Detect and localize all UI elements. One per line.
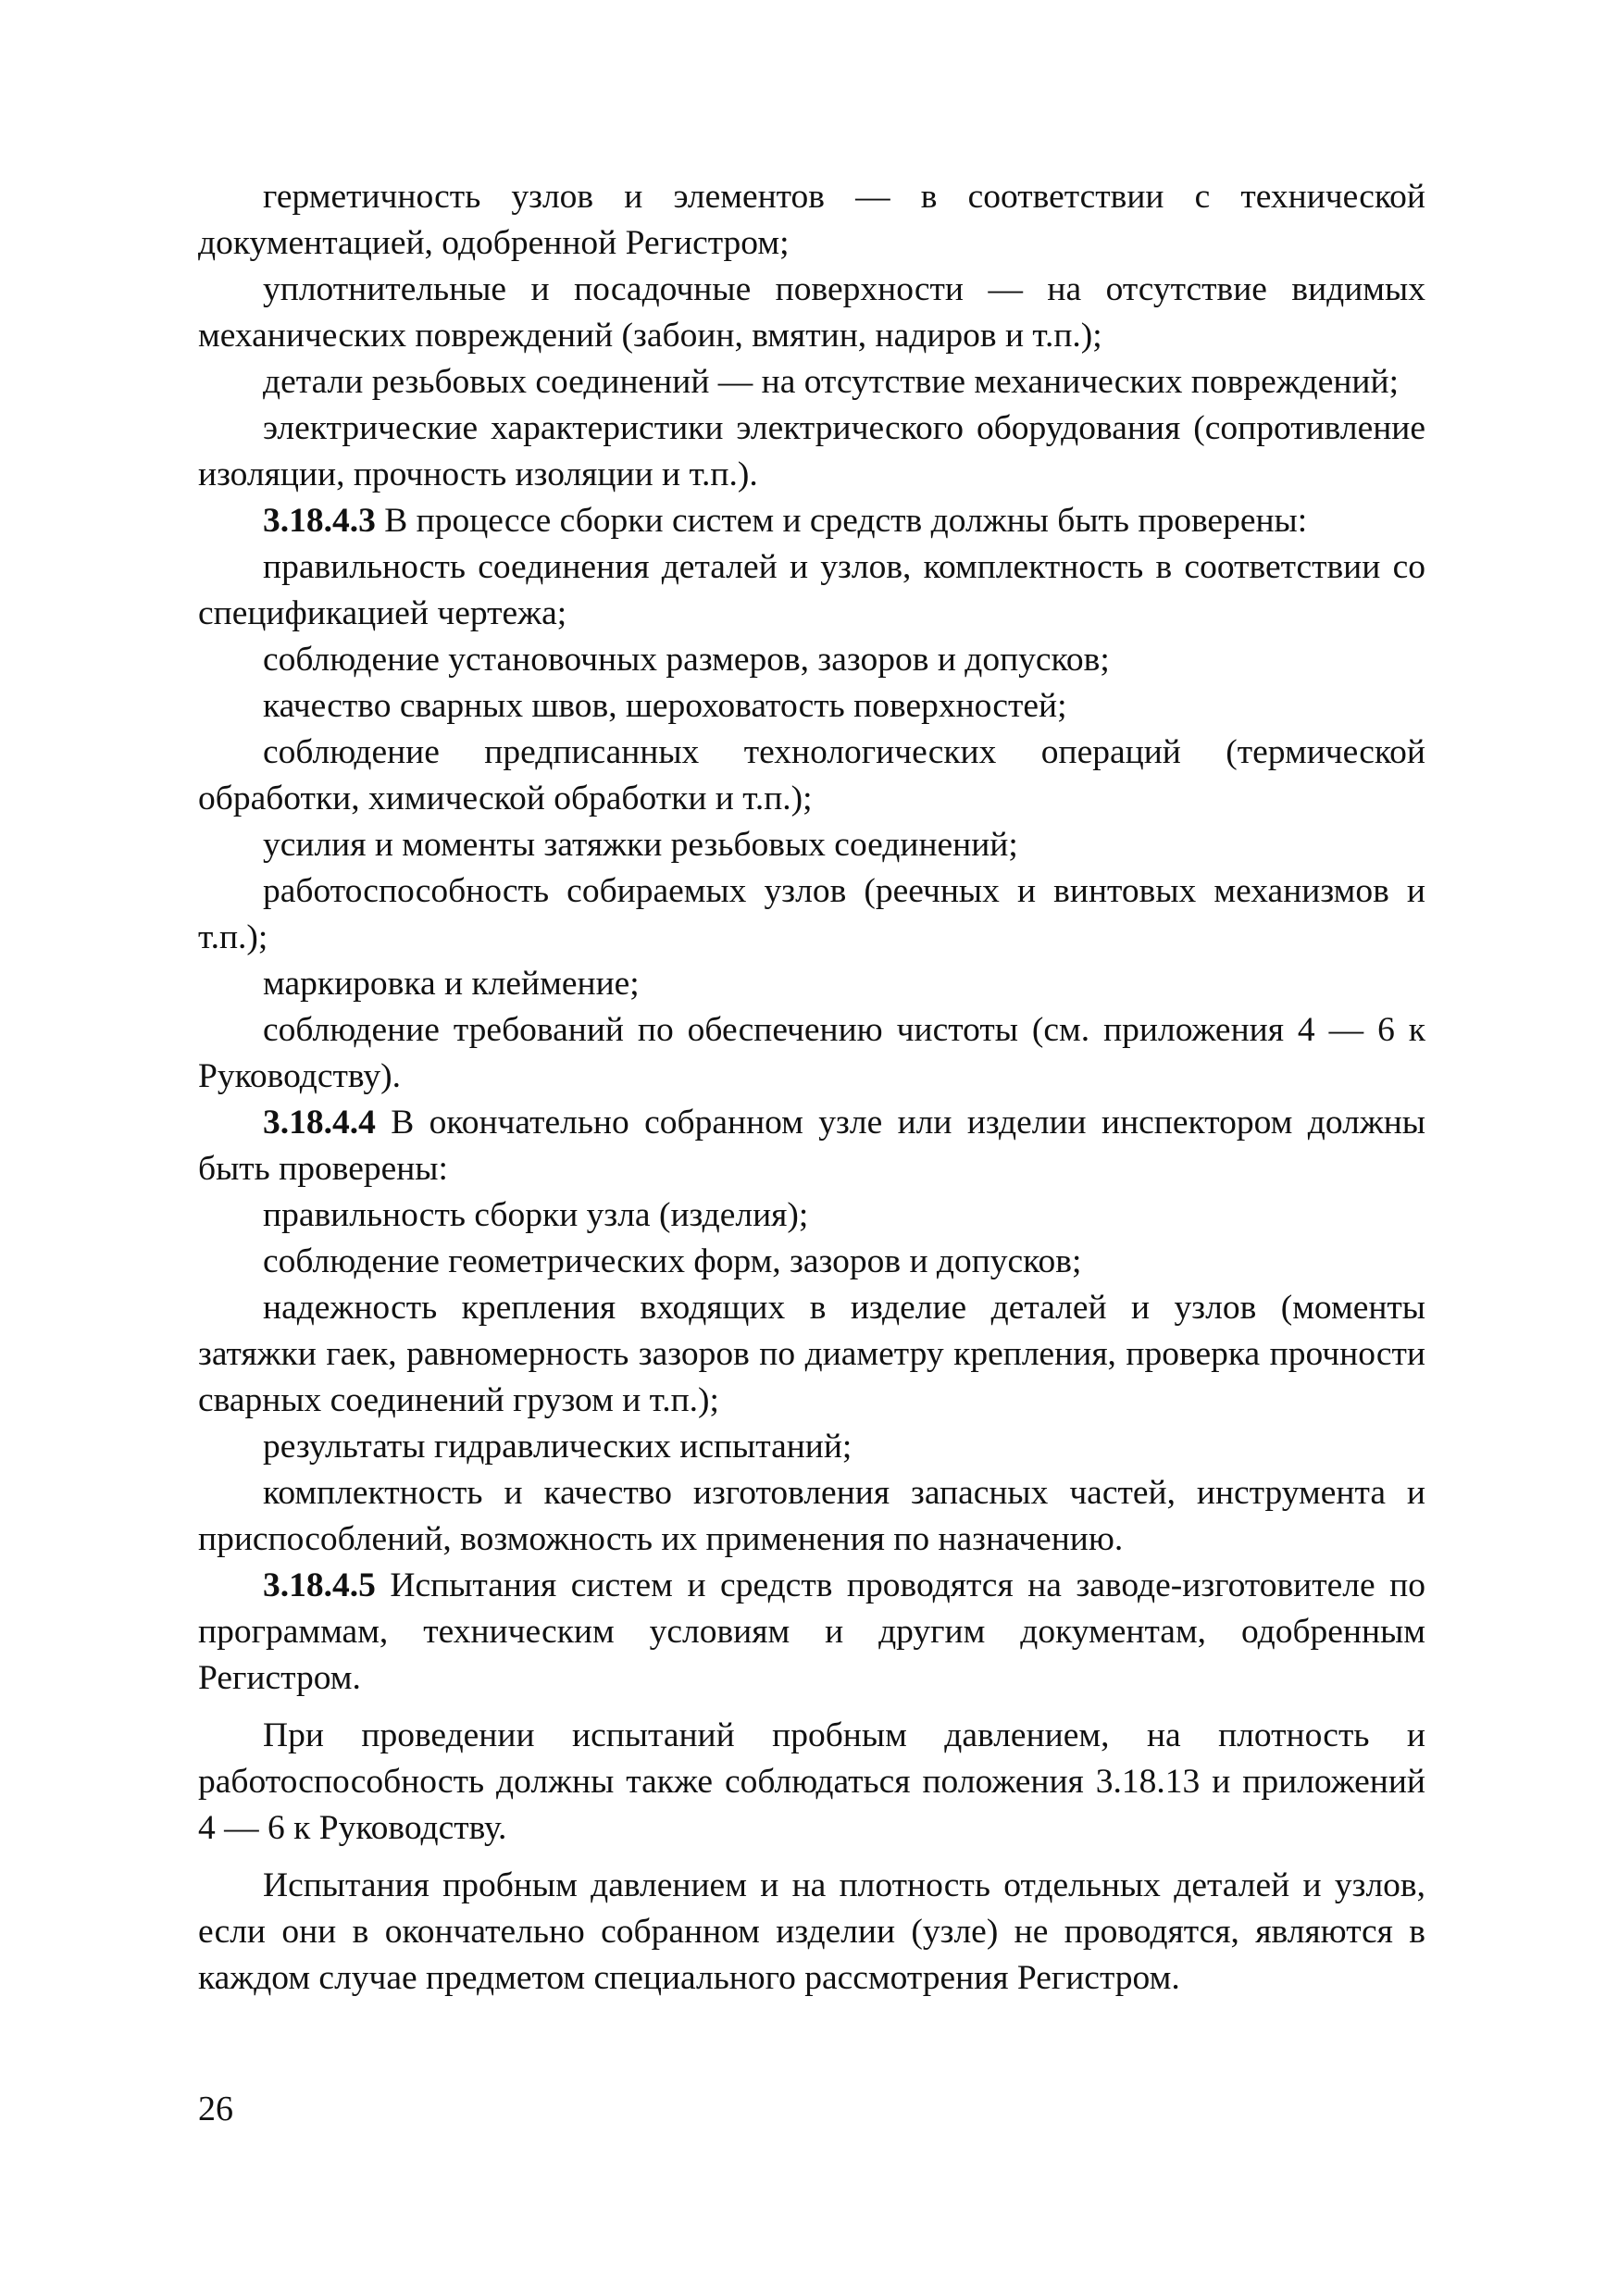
section-number: 3.18.4.5 [263,1566,376,1604]
paragraph [198,406,1425,498]
paragraph-text: уплотнительные и посадочные поверхности — на отсутствие видимых механических повреждений (забоин, вмятин, надиров и т.п.); [198,270,1425,355]
paragraph-text: В окончательно собранном узле или изделии инспектором должны быть проверены: [198,1104,1425,1188]
paragraph-text: комплектность и качество изготовления запасных частей, инструмента и приспособлений, возможность их применения по назначению. [198,1474,1425,1558]
paragraph [198,174,1425,267]
paragraph [198,1424,1425,1470]
paragraph-text: герметичность узлов и элементов — в соответствии с технической документацией, одобренной Регистром; [198,178,1425,262]
paragraph [198,868,1425,961]
paragraph [198,1007,1425,1100]
paragraph [198,1470,1425,1563]
paragraph-text: правильность соединения деталей и узлов, комплектность в соответствии со спецификацией чертежа; [198,548,1425,632]
section-paragraph [198,1563,1425,1702]
paragraph-text: Испытания систем и средств проводятся на заводе-изготовителе по программам, техническим условиям и другим документам, одобренным Регистром. [198,1566,1425,1697]
paragraph-text: работоспособность собираемых узлов (реечных и винтовых механизмов и т.п.); [198,872,1425,956]
paragraph-text: Испытания пробным давлением и на плотность отдельных деталей и узлов, если они в окончательно собранном изделии (узле) не проводятся, являются в каждом случае предметом специального рассмотрения Регистром. [198,1866,1425,1997]
paragraph [198,822,1425,868]
paragraph-text: соблюдение предписанных технологических операций (термической обработки, химической обработки и т.п.); [198,733,1425,817]
paragraph-text: соблюдение геометрических форм, зазоров и допусков; [263,1242,1082,1280]
paragraph-text: соблюдение требований по обеспечению чистоты (см. приложения 4 — 6 к Руководству). [198,1011,1425,1095]
section-paragraph [198,498,1425,544]
paragraph [198,1713,1425,1852]
paragraph [198,637,1425,683]
paragraph-text: детали резьбовых соединений — на отсутствие механических повреждений; [263,363,1399,401]
paragraph [198,1863,1425,2002]
paragraph [198,359,1425,406]
section-number: 3.18.4.3 [263,502,376,540]
paragraph-text: результаты гидравлических испытаний; [263,1428,853,1466]
paragraph-text: усилия и моменты затяжки резьбовых соединений; [263,826,1018,864]
paragraph [198,1285,1425,1424]
section-number: 3.18.4.4 [263,1104,376,1142]
paragraph-text: При проведении испытаний пробным давлением, на плотность и работоспособность должны также соблюдаться положения 3.18.13 и приложений 4 — 6 к Руководству. [198,1716,1425,1847]
section-paragraph [198,1100,1425,1192]
paragraph-text: правильность сборки узла (изделия); [263,1196,809,1234]
body-text [198,174,1425,2002]
paragraph [198,1239,1425,1285]
paragraph-text: соблюдение установочных размеров, зазоров и допусков; [263,641,1110,679]
paragraph-text: надежность крепления входящих в изделие деталей и узлов (моменты затяжки гаек, равномерность зазоров по диаметру крепления, проверка прочности сварных соединений грузом и т.п.); [198,1289,1425,1419]
paragraph [198,730,1425,822]
paragraph-text: электрические характеристики электрического оборудования (сопротивление изоляции, прочность изоляции и т.п.). [198,409,1425,493]
paragraph-text: В процессе сборки систем и средств должны быть проверены: [375,502,1308,540]
paragraph [198,267,1425,359]
page-number: 26 [198,2090,233,2128]
paragraph [198,1192,1425,1239]
paragraph-text: качество сварных швов, шероховатость поверхностей; [263,687,1067,725]
paragraph [198,544,1425,637]
paragraph-text: маркировка и клеймение; [263,965,640,1003]
paragraph [198,961,1425,1007]
paragraph [198,683,1425,730]
